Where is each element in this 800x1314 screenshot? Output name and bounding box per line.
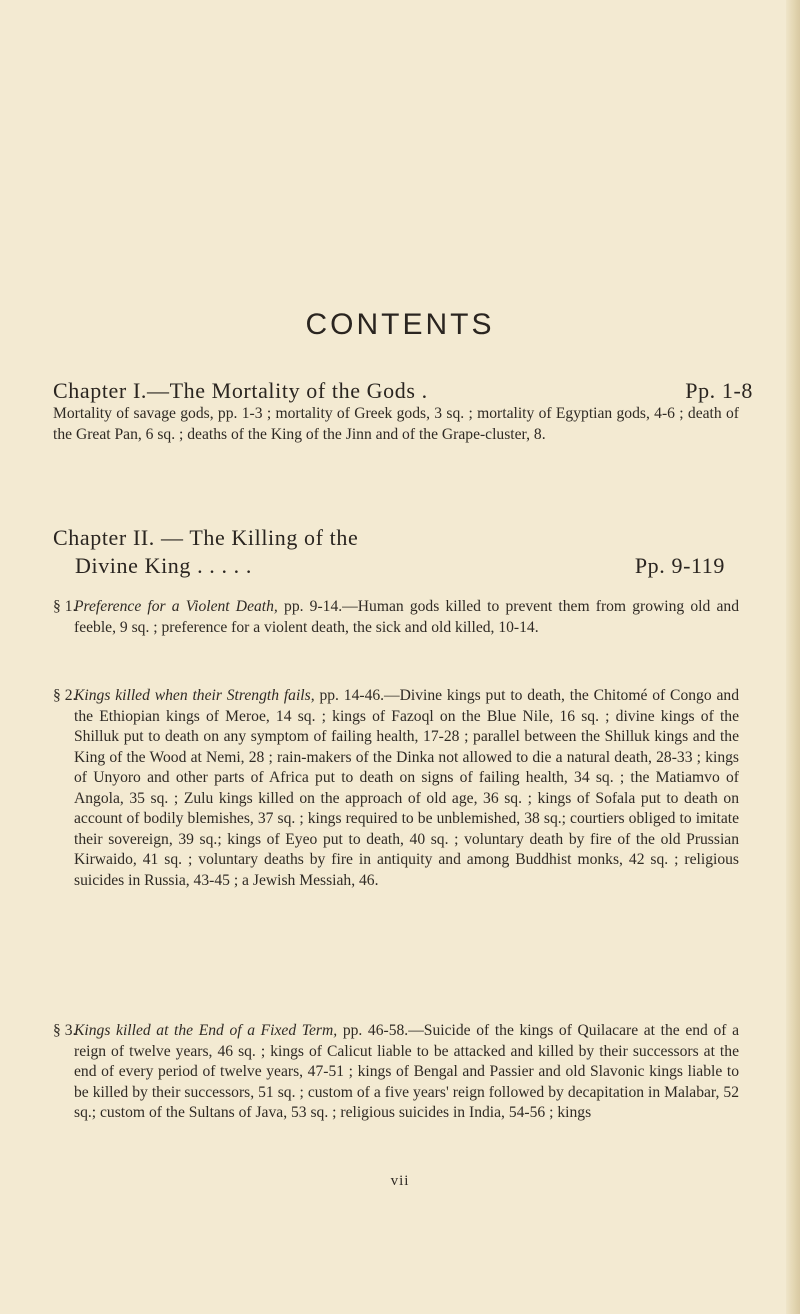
chapter-2-label: Chapter II.: [53, 525, 155, 550]
chapter-2-title-line2: Divine King . . . . .: [75, 553, 252, 578]
page-edge: [786, 0, 800, 1314]
page-number: vii: [390, 1173, 410, 1189]
section-3-title: Kings killed at the End of a Fixed Term,: [74, 1022, 338, 1039]
chapter-2-title-line1: — The Killing of the: [161, 525, 359, 550]
chapter-2-pages: Pp. 9-119: [634, 553, 725, 578]
section-1-number: § 1.: [53, 598, 77, 615]
section-2-title: Kings killed when their Strength fails,: [74, 687, 315, 704]
section-1: [53, 597, 739, 638]
chapter-2-heading-line2: [75, 553, 725, 579]
chapter-1-pages: Pp. 1-8: [685, 378, 753, 403]
chapter-1-heading: [53, 378, 753, 404]
chapter-2-heading-line1: [53, 525, 753, 551]
section-2: [53, 686, 739, 891]
page-title: CONTENTS: [305, 308, 495, 341]
section-1-text: pp. 9-14.—Human gods killed to prevent them from growing old and feeble, 9 sq. ; preference for a violent death, the sick and old killed, 10-14.: [74, 598, 740, 636]
section-2-number: § 2.: [53, 687, 77, 704]
section-3-number: § 3.: [53, 1022, 77, 1039]
section-1-title: Preference for a Violent Death,: [74, 598, 278, 615]
section-2-text: pp. 14-46.—Divine kings put to death, the Chitomé of Congo and the Ethiopian kings of Meroe, 14 sq. ; kings of Fazoql on the Blue Nile, 16 sq. ; divine kings of the Shilluk put to death on any symptom of failing health, 17-28 ; parallel between the Shilluk kings and the King of the Wood at Nemi, 28 ; rain-makers of the Dinka not allowed to die a natural death, 28-33 ; kings of Unyoro and other parts of Africa put to death on signs of failing health, 34 sq. ; the Matiamvo of Angola, 35 sq. ; Zulu kings killed on the approach of old age, 36 sq. ; kings of Sofala put to death on account of bodily blemishes, 37 sq. ; kings required to be unblemished, 38 sq.; courtiers obliged to imitate their sovereign, 39 sq.; kings of Eyeo put to death, 40 sq. ; voluntary death by fire of the old Prussian Kirwaido, 41 sq. ; voluntary deaths by fire in antiquity and among Buddhist monks, 42 sq. ; religious suicides in Russia, 43-45 ; a Jewish Messiah, 46.: [74, 687, 739, 889]
chapter-1-title: —The Mortality of the Gods .: [146, 378, 428, 403]
chapter-1-summary: Mortality of savage gods, pp. 1-3 ; mortality of Greek gods, 3 sq. ; mortality of Egyptian gods, 4-6 ; death of the Great Pan, 6 sq. ; deaths of the King of the Jinn and of the Grape-cluster, 8.: [53, 405, 739, 443]
section-3-text: pp. 46-58.—Suicide of the kings of Quilacare at the end of a reign of twelve years, 46 sq. ; kings of Calicut liable to be attacked and killed by their successors at the end of every period of twelve years, 47-51 ; kings of Bengal and Passier and old Slavonic kings liable to be killed by their successors, 51 sq. ; custom of a five years' reign followed by decapitation in Malabar, 52 sq.; custom of the Sultans of Java, 53 sq. ; religious suicides in India, 54-56 ; kings: [74, 1022, 739, 1121]
chapter-1-label: Chapter I.: [53, 378, 147, 403]
section-3: [53, 1021, 739, 1124]
